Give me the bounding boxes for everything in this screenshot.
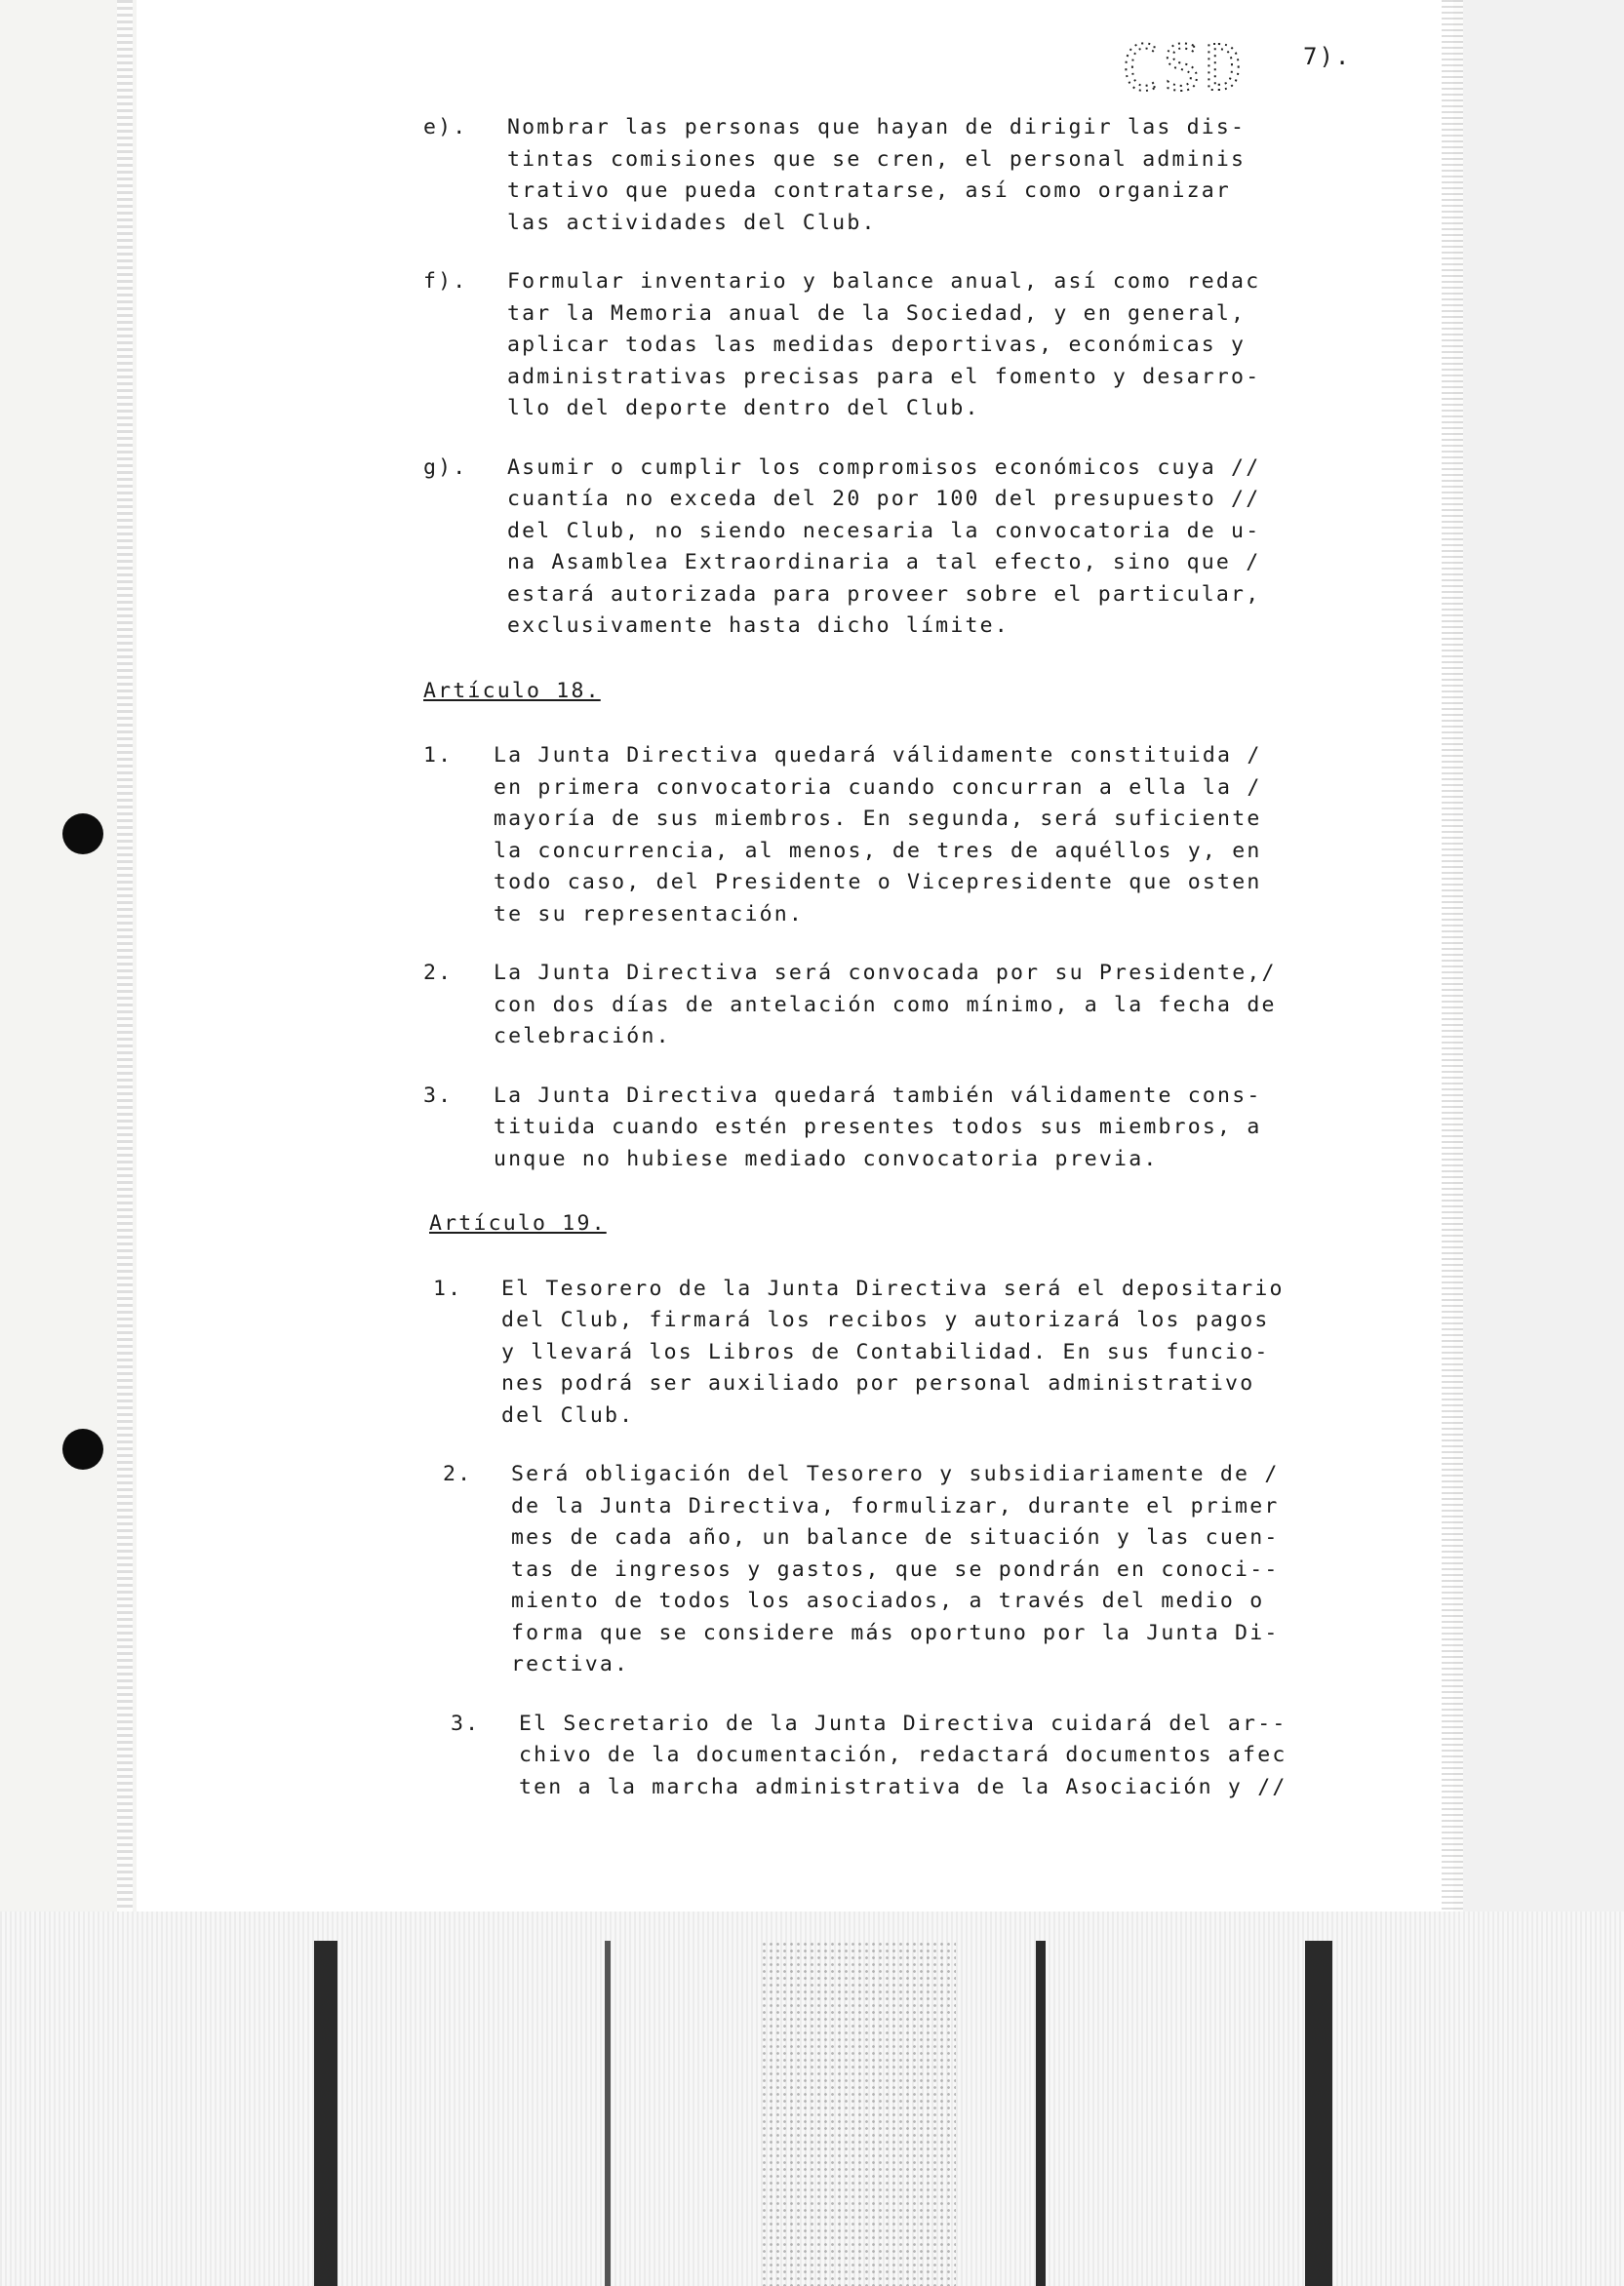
item-label: f).: [423, 269, 468, 294]
list-item: [423, 453, 1366, 643]
list-item: [429, 1459, 1366, 1681]
list-item: [423, 266, 1366, 425]
item-label: 2.: [443, 1462, 473, 1486]
article-heading: Artículo 19.: [429, 1211, 607, 1236]
document-body: [423, 112, 1366, 1831]
item-label: e).: [423, 115, 468, 139]
item-text: La Junta Directiva quedará también válidamente cons- tituida cuando estén presentes todos sus miembros, a unque no hubiese mediado convocatoria previa.: [494, 1083, 1262, 1171]
left-scan-edge: [117, 0, 133, 1912]
list-item: [423, 1081, 1366, 1176]
list-item: [429, 1274, 1366, 1433]
list-item: [423, 740, 1366, 930]
binder-bar: [314, 1941, 337, 2286]
item-text: La Junta Directiva quedará válidamente constituida / en primera convocatoria cuando concurran a ella la / mayoría de sus miembros. En segunda, será suficiente la concurrencia, al menos, de tres de aquéllos y, en todo caso, del Presidente o Vicepresidente que osten te su representación.: [494, 743, 1262, 926]
list-item: [423, 958, 1366, 1053]
binder-bar: [605, 1941, 611, 2286]
item-label: 1.: [423, 743, 454, 768]
item-text: La Junta Directiva será convocada por su Presidente,/ con dos días de antelación como mínimo, a la fecha de celebración.: [494, 961, 1277, 1048]
punch-hole: [62, 1429, 103, 1470]
item-label: 1.: [433, 1276, 463, 1301]
list-item: [423, 112, 1366, 239]
item-label: g).: [423, 454, 468, 480]
item-label: 3.: [451, 1711, 481, 1736]
binder-bar: [1036, 1941, 1046, 2286]
svg-text:CSD: CSD: [1122, 33, 1247, 105]
item-text: Formular inventario y balance anual, así como redac tar la Memoria anual de la Sociedad, y en general, aplicar todas las medidas deportivas, económicas y administrativas precisas para el fomento y desarro- llo del deporte dentro del Club.: [507, 269, 1261, 420]
right-scan-edge: [1442, 0, 1463, 1912]
dotted-stamp: [1122, 29, 1287, 117]
punch-hole: [62, 813, 103, 854]
list-item: [429, 1709, 1366, 1804]
item-text: Asumir o cumplir los compromisos económicos cuya // cuantía no exceda del 20 por 100 del presupuesto // del Club, no siendo necesaria la convocatoria de u- na Asamblea Extraordinaria a tal efecto, sino que / estará autorizada para proveer sobre el particular, exclusivamente hasta dicho límite.: [507, 454, 1261, 638]
mesh-texture: [761, 1941, 956, 2286]
item-label: 2.: [423, 961, 454, 985]
item-text: El Tesorero de la Junta Directiva será el depositario del Club, firmará los recibos y autorizará los pagos y llevará los Libros de Contabilidad. En sus funcio- nes podrá ser auxiliado por personal administrativo del Club.: [501, 1276, 1285, 1428]
article-heading: Artículo 18.: [423, 678, 601, 703]
item-text: Será obligación del Tesorero y subsidiariamente de / de la Junta Directiva, formulizar, durante el primer mes de cada año, un balance de situación y las cuen- tas de ingresos y gastos, que se pondrán en conoci-- miento de todos los asociados, a través del medio o forma que se considere más oportuno por la Junta Di- rectiva.: [511, 1462, 1280, 1676]
binder-bar: [1305, 1941, 1332, 2286]
page-number: 7).: [1303, 43, 1352, 70]
item-text: El Secretario de la Junta Directiva cuidará del ar-- chivo de la documentación, redactará documentos afec ten a la marcha administrativa de la Asociación y //: [519, 1711, 1287, 1799]
item-label: 3.: [423, 1083, 454, 1108]
right-margin: [1463, 0, 1624, 1951]
article-18-section: [423, 670, 1366, 1176]
item-text: Nombrar las personas que hayan de dirigir las dis- tintas comisiones que se cren, el personal adminis trativo que pueda contratarse, así como organizar las actividades del Club.: [507, 115, 1247, 235]
article-19-section: [429, 1202, 1366, 1803]
